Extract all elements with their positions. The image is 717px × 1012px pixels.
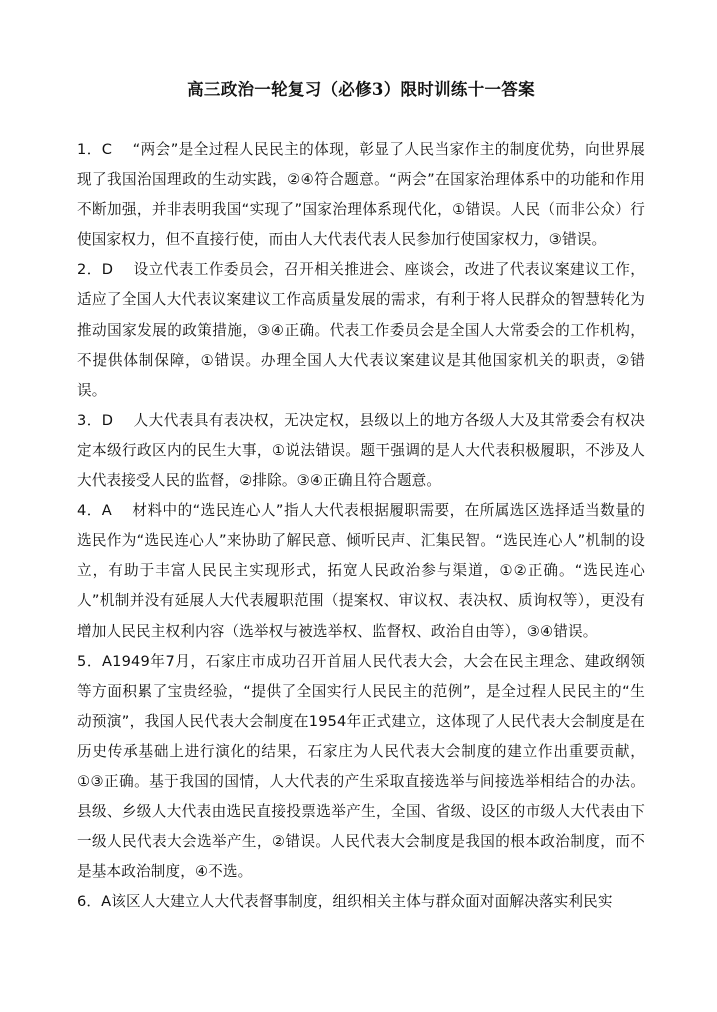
answer-item-2: 2．D 设立代表工作委员会，召开相关推进会、座谈会，改进了代表议案建议工作，适应了全国人大代表议案建议工作高质量发展的需求，有利于将人民群众的智慧转化为推动国家发展的政策措施，③④正确。代表工作委员会是全国人大常委会的工作机构，不提供体制保障，①错误。办理全国人大代表议案建议是其他国家机关的职责，②错误。	[77, 261, 645, 399]
answer-item-1: 1．C “两会”是全过程人民民主的体现，彰显了人民当家作主的制度优势，向世界展现了我国治国理政的生动实践，②④符合题意。“两会”在国家治理体系中的功能和作用不断加强，并非表明我国“实现了”国家治理体系现代化，①错误。人民（而非公众）行使国家权力，但不直接行使，而由人大代表代表人民参加行使国家权力，③错误。	[77, 141, 645, 249]
page-title: 高三政治一轮复习（必修3）限时训练十一答案	[187, 80, 535, 99]
answer-item-5: 5．A1949年7月，石家庄市成功召开首届人民代表大会，大会在民主理念、建政纲领等方面积累了宝贵经验，“提供了全国实行人民民主的范例”，是全过程人民民主的“生动预演”，我国人民代表大会制度在1954年正式建立，这体现了人民代表大会制度是在历史传承基础上进行演化的结果，石家庄为人民代表大会制度的建立作出重要贡献，①③正确。基于我国的国情，人大代表的产生采取直接选举与间接选举相结合的办法。县级、乡级人大代表由选民直接投票选举产生，全国、省级、设区的市级人大代表由下一级人民代表大会选举产生，②错误。人民代表大会制度是我国的根本政治制度，而不是基本政治制度，④不选。	[77, 652, 645, 881]
answer-item-3: 3．D 人大代表具有表决权，无决定权，县级以上的地方各级人大及其常委会有权决定本级行政区内的民生大事，①说法错误。题干强调的是人大代表积极履职，不涉及人大代表接受人民的监督，②排除。③④正确且符合题意。	[77, 411, 645, 490]
answer-list	[77, 135, 645, 917]
answer-item-4: 4．A 材料中的“选民连心人”指人大代表根据履职需要，在所属选区选择适当数量的选民作为“选民连心人”来协助了解民意、倾听民声、汇集民智。“选民连心人”机制的设立，有助于丰富人民民主实现形式，拓宽人民政治参与渠道，①②正确。“选民连心人”机制并没有延展人大代表履职范围（提案权、审议权、表决权、质询权等），更没有增加人民民主权利内容（选举权与被选举权、监督权、政治自由等），③④错误。	[77, 502, 645, 640]
answer-item-6: 6．A该区人大建立人大代表督事制度，组织相关主体与群众面对面解决落实利民实	[77, 893, 613, 911]
